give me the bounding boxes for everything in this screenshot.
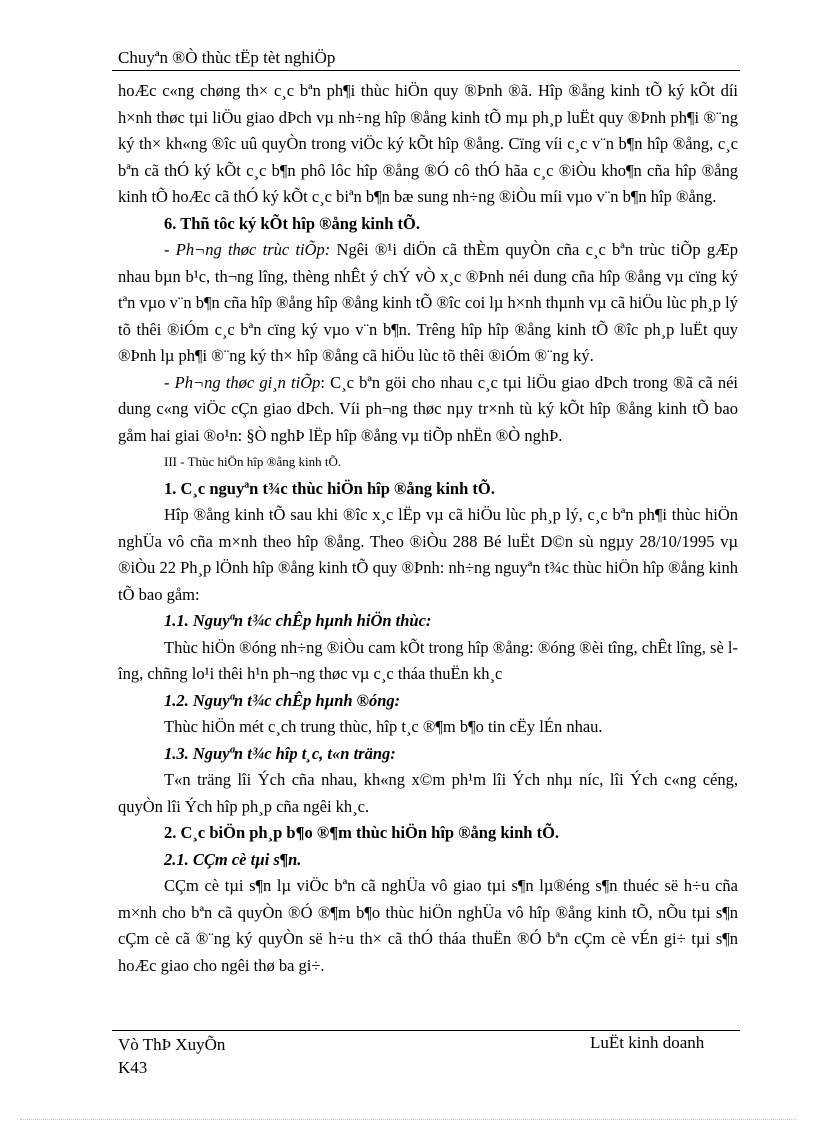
indirect-method-label: - Ph¬ng thøc gi¸n tiÕp [164, 372, 321, 392]
footer-left [118, 1033, 225, 1079]
paragraph-1-1: Thùc hiÖn ®óng nh÷ng ®iÒu cam kÕt trong hîp ®ång: ®óng ®èi tîng, chÊt lîng, sè lîng, chñng lo¹i thêi h¹n ph¬ng thøc vµ c¸c tháa thuËn kh¸c [118, 637, 739, 683]
footer-major: LuËt kinh doanh [590, 1033, 705, 1052]
heading-1-2: 1.2. Nguyªn t¾c chÊp hµnh ®óng: [164, 690, 401, 710]
direct-method-text: Ngêi ®¹i diÖn cã thÈm quyÒn cña c¸c bªn trùc tiÕp gÆp nhau bµn b¹c, th¬ng lîng, thèng nhÊt ý chÝ vÒ x¸c ®Þnh néi dung cña hîp ®ång vµ cïng ký tªn vµo v¨n b¶n cña hîp ®ång hîp ®ång kinh tÕ ®îc coi lµ h×nh thµnh vµ cã hiÖu lùc ph¸p lý tõ thêi ®iÓm c¸c bªn cïng ký vµo v¨n b¶n. Trêng hîp hîp ®ång kinh tÕ ®îc ph¸p luËt quy ®Þnh lµ ph¶i ®¨ng ký th× hîp ®ång cã hiÖu lùc tõ thêi ®iÓm ®¨ng ký. [118, 240, 738, 365]
heading-2: 2. C¸c biÖn ph¸p b¶o ®¶m thùc hiÖn hîp ®ång kinh tÕ. [164, 823, 560, 842]
footer-author: Vò ThÞ XuyÕn [118, 1035, 226, 1054]
footer-divider [112, 1030, 740, 1031]
header-divider [112, 70, 740, 71]
paragraph-intro: hoÆc c«ng chøng th× c¸c bªn ph¶i thùc hiÖn quy ®Þnh ®ã. Hîp ®ång kinh tÕ ký kÕt díi h×nh thøc tµi liÖu giao dÞch vµ nh÷ng hîp ®ång kinh tÕ mµ ph¸p luËt quy ®Þnh ph¶i ®¨ng ký th× kh«ng ®îc uû quyÒn trong viÖc ký kÕt hîp ®ång. Cïng víi c¸c v¨n b¶n hîp ®ång, c¸c bªn cã thÓ ký kÕt c¸c b¶n phô lôc hîp ®ång ®Ó cô thÓ hãa c¸c ®iÒu kho¶n cña hîp ®ång kinh tÕ hoÆc cã thÓ ký kÕt c¸c biªn b¶n bæ sung nh÷ng ®iÒu míi vµo v¨n b¶n hîp ®ång. [118, 81, 738, 206]
indirect-method-text: : C¸c bªn göi cho nhau c¸c tµi liÖu giao dÞch trong ®ã cã néi dung c«ng viÖc cÇn giao dÞch. Víi ph¬ng thøc nµy tr×nh tù ký kÕt hîp ®ång kinh tÕ bao gåm hai giai ®o¹n: §Ò nghÞ lËp hîp ®ång vµ tiÕp nhËn ®Ò nghÞ. [118, 372, 738, 445]
paragraph-direct-method [118, 237, 738, 370]
paragraph-2-1: CÇm cè tµi s¶n lµ viÖc bªn cã nghÜa vô giao tµi s¶n lµ®éng s¶n thuéc së h÷u cña m×nh cho bªn cã quyÒn ®Ó ®¶m b¶o thùc hiÖn nghÜa vô hîp ®ång kinh tÕ, nÕu tµi s¶n cÇm cè cã ®¨ng ký quyÒn së h÷u th× cã thÓ tháa thuËn ®Ó bªn cÇm cè vÉn gi÷ tµi s¶n hoÆc giao cho ngêi thø ba gi÷. [118, 876, 738, 975]
page-bottom-dotted-line [20, 1119, 796, 1120]
paragraph-indirect-method [118, 370, 738, 450]
heading-1-1: 1.1. Nguyªn t¾c chÊp hµnh hiÖn thùc: [164, 611, 432, 630]
section-III-heading: III - Thùc hiÖn hîp ®ång kinh tÕ. [164, 454, 342, 469]
paragraph-1-3: T«n träng lîi Ých cña nhau, kh«ng x©m ph¹m lîi Ých nhµ níc, lîi Ých c«ng céng, quyÒn lîi Ých hîp ph¸p cña ngêi kh¸c. [118, 770, 738, 816]
page-header-title: Chuyªn ®Ò thùc tËp tèt nghiÖp [118, 48, 336, 67]
heading-6: 6. Thñ tôc ký kÕt hîp ®ång kinh tÕ. [164, 213, 420, 233]
direct-method-label: - Ph¬ng thøc trùc tiÕp: [164, 240, 331, 259]
heading-1: 1. C¸c nguyªn t¾c thùc hiÖn hîp ®ång kinh tÕ. [164, 478, 495, 498]
paragraph-principles-intro: Hîp ®ång kinh tÕ sau khi ®îc x¸c lËp vµ cã hiÖu lùc ph¸p lý, c¸c bªn ph¶i thùc hiÖn nghÜa vô cña m×nh theo hîp ®ång. Theo ®iÒu 288 Bé luËt D©n sù ngµy 28/10/1995 vµ ®iÒu 22 Ph¸p lÖnh hîp ®ång kinh tÕ quy ®Þnh: nh÷ng nguyªn t¾c thùc hiÖn hîp ®ång kinh tÕ bao gåm: [118, 505, 738, 604]
heading-1-3: 1.3. Nguyªn t¾c hîp t¸c, t«n träng: [164, 743, 396, 763]
heading-2-1: 2.1. CÇm cè tµi s¶n. [164, 849, 302, 869]
document-body [118, 78, 738, 979]
footer-class: K43 [118, 1058, 148, 1077]
paragraph-1-2: Thùc hiÖn mét c¸ch trung thùc, hîp t¸c ®¶m b¶o tin cËy lÉn nhau. [164, 717, 603, 736]
